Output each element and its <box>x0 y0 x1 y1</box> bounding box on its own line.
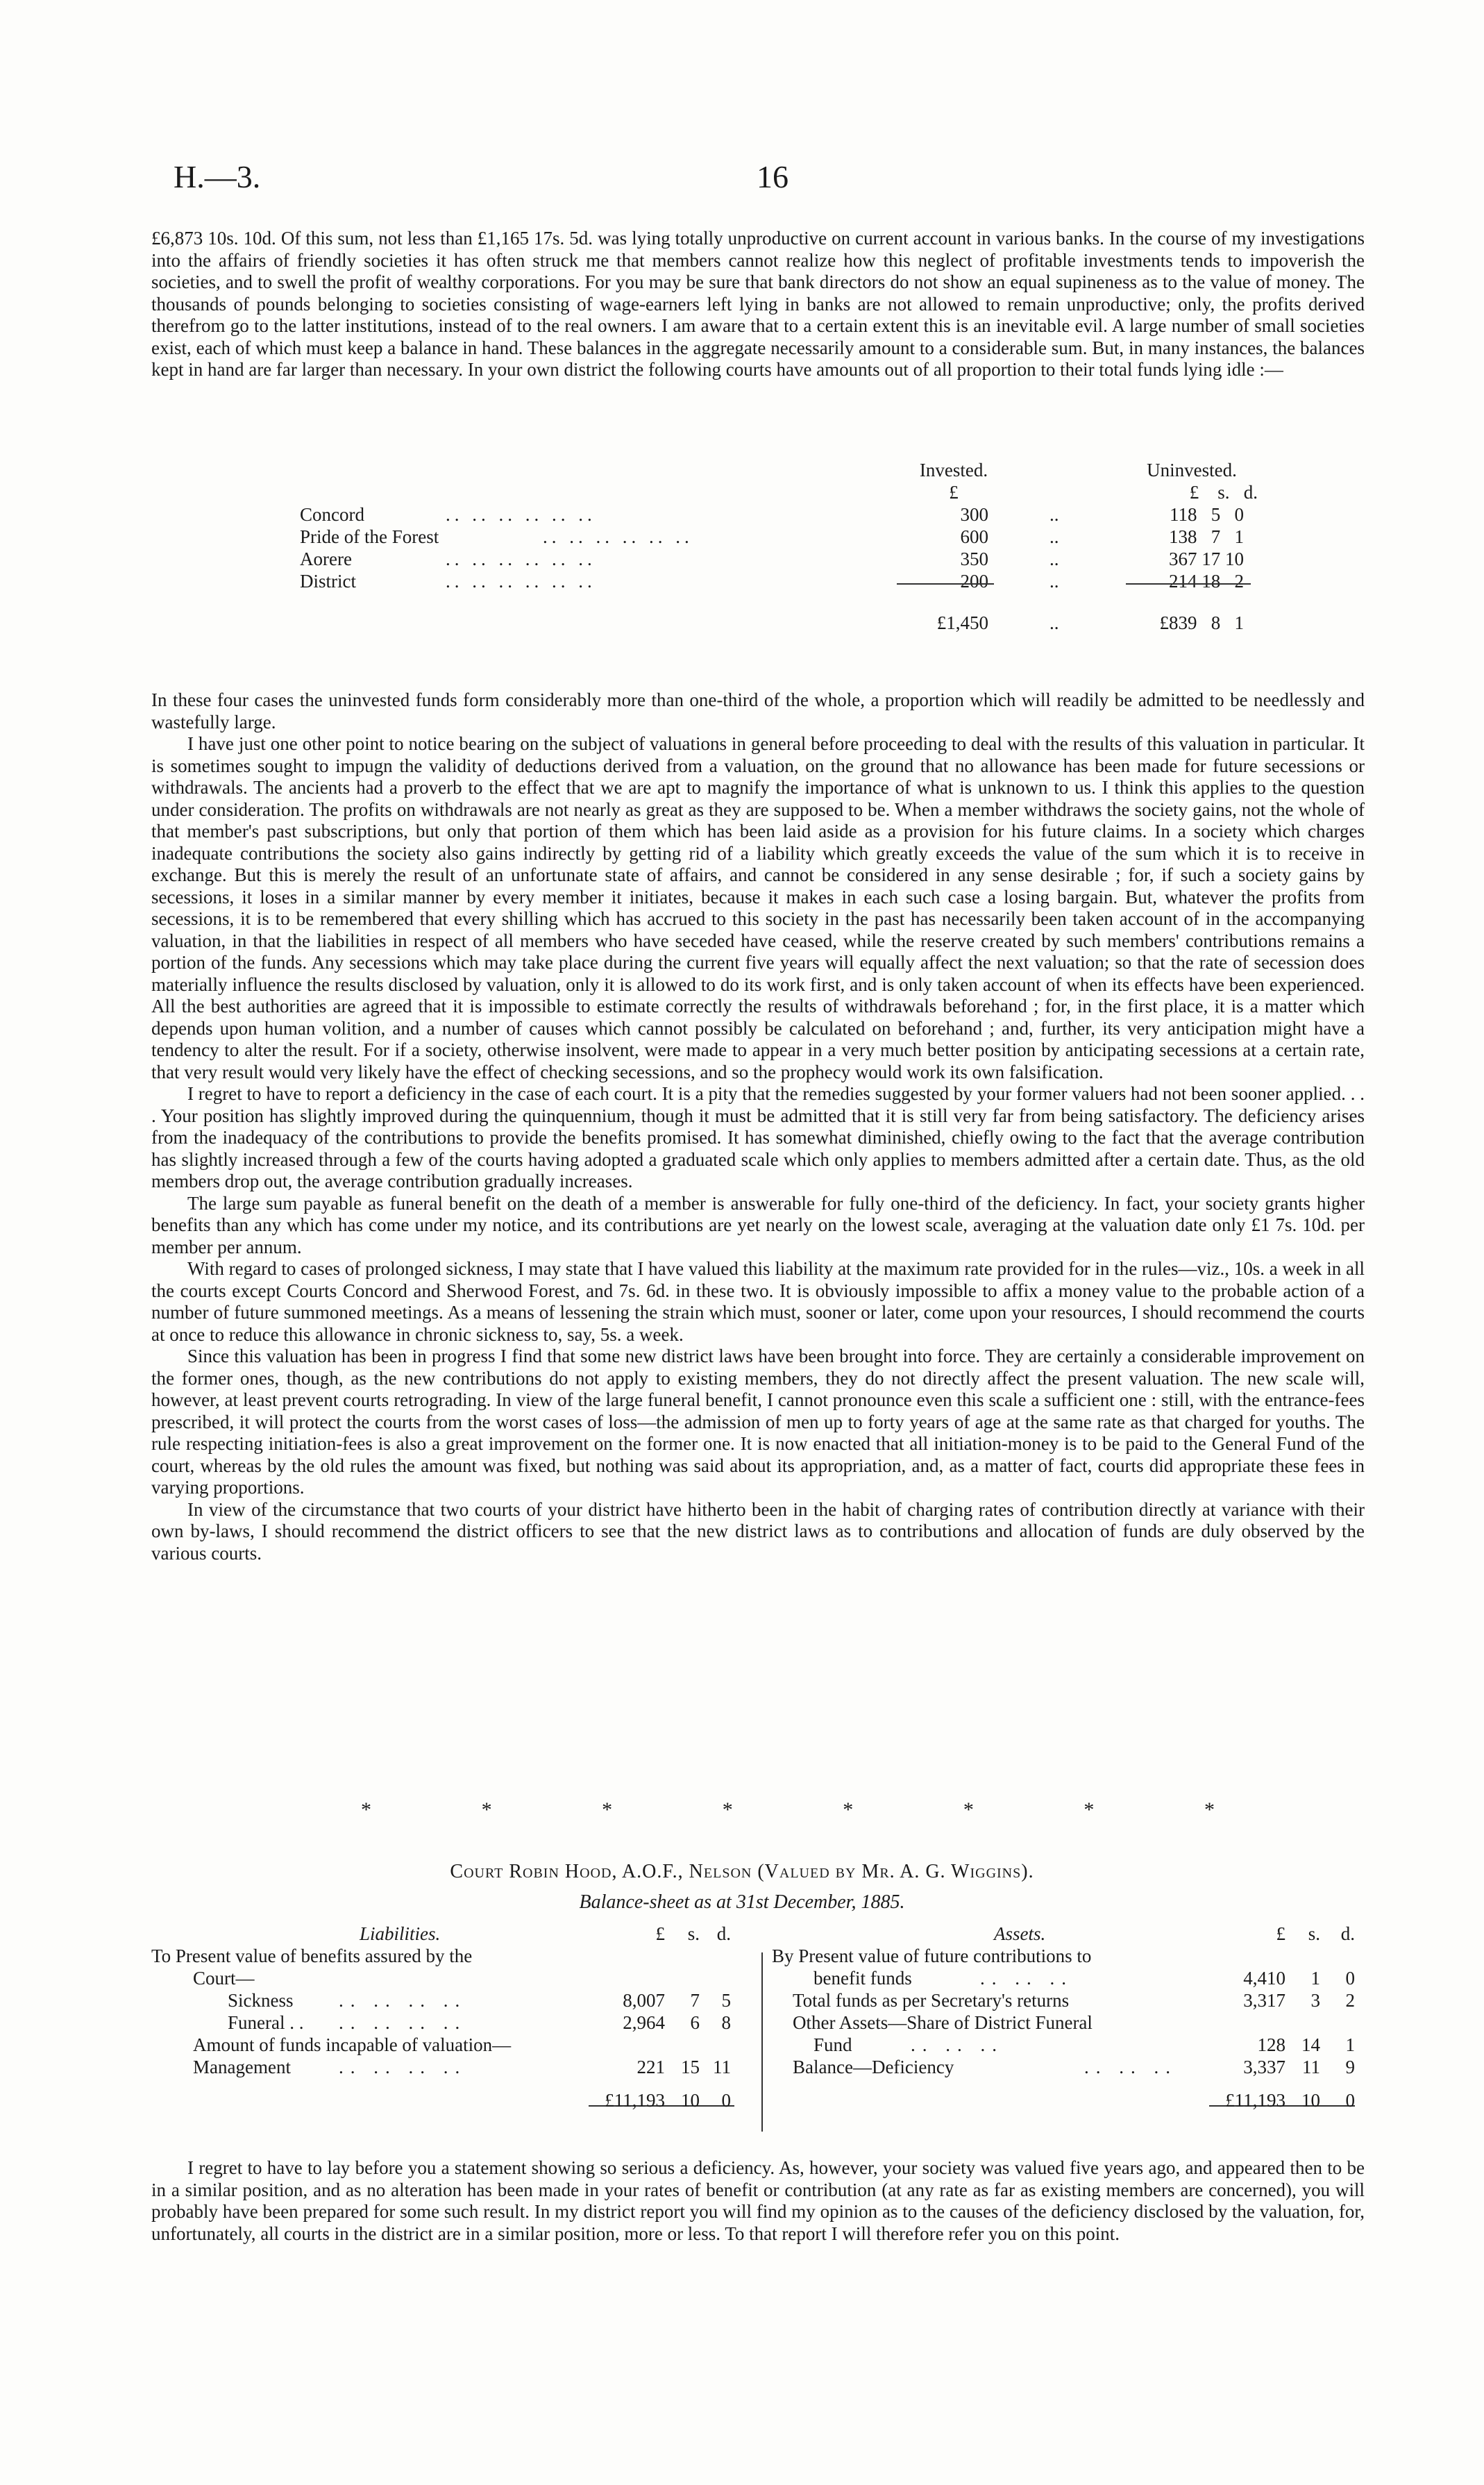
star: * <box>1084 1798 1095 1821</box>
liabilities-line <box>151 2034 755 2057</box>
investment-row <box>300 504 1272 526</box>
assets-line <box>772 1946 1376 1968</box>
investment-row <box>300 571 1272 593</box>
fund-row <box>772 2034 1376 2057</box>
liabilities-total-row <box>151 2090 755 2112</box>
total-funds-pounds: 3,317 <box>1243 1990 1285 2011</box>
unit-invested: £ <box>949 482 959 503</box>
dot-leader: .. .. .. .. .. .. <box>446 504 596 525</box>
star: * <box>963 1798 974 1821</box>
sickness-shillings: 7 <box>690 1990 700 2011</box>
page-header <box>174 158 1367 200</box>
total-invested: £1,450 <box>936 612 988 633</box>
uninvested-value: 367 17 10 <box>1169 549 1244 569</box>
benefit-pounds: 4,410 <box>1243 1968 1285 1989</box>
dot-leader: .. .. .. .. <box>339 2057 467 2077</box>
sickness-pence: 5 <box>721 1990 731 2011</box>
shilling-header: s. <box>1308 1923 1320 1944</box>
col-invested-header: Invested. <box>919 460 988 480</box>
star: * <box>602 1798 613 1821</box>
liabilities-line <box>151 1946 755 1968</box>
benefit-pence: 0 <box>1345 1968 1355 1989</box>
funeral-pence: 8 <box>721 2012 731 2033</box>
assets-total-row <box>772 2090 1376 2112</box>
balance-deficiency-label: Balance—Deficiency <box>793 2057 954 2077</box>
court-name: Pride of the Forest <box>300 526 439 547</box>
star: * <box>722 1798 733 1821</box>
dot-leader: .. <box>1049 504 1059 525</box>
closing-text-block <box>151 2157 1365 2245</box>
assets-column <box>772 1923 1376 2112</box>
paragraph: The large sum payable as funeral benefit on the death of a member is answerable for fully one-third of the deficiency. In fact, your society grants higher benefits than any which has come under my notice, and its contributions are yet nearly on the lowest scale, averaging at the valuation date only £1 7s. 10d. per member per annum. <box>151 1192 1365 1257</box>
sickness-pounds: 8,007 <box>623 1990 665 2011</box>
invested-value: 600 <box>960 526 988 547</box>
assets-total-pounds: £11,193 <box>1225 2090 1285 2111</box>
dot-leader: .. .. .. <box>911 2034 1004 2055</box>
liabilities-total-pence: 0 <box>721 2090 731 2111</box>
investment-header-row <box>300 460 1272 482</box>
intro-paragraph: £6,873 10s. 10d. Of this sum, not less than £1,165 17s. 5d. was lying totally unproductive on current account in various banks. In the course of my investigations into the affairs of friendly societies it has often struck me that members cannot realize how this neglect of profitable investments tends to impoverish the societies, and to swell the profit of wealthy corporations. For you may be sure that bank directors do not show an equal supineness as to the value of money. The thousands of pounds belonging to societies consisting of wage-earners left lying in banks are not allowed to remain unproductive; only, the profits derived therefrom go to the latter institutions, instead of to the real owners. I am aware that to a certain extent this is an inevitable evil. A large number of small societies exist, each of which must keep a balance in hand. These balances in the aggregate necessarily amount to a considerable sum. But, in many instances, the balances kept in hand are far larger than necessary. In your own district the following courts have amounts out of all proportion to their total funds lying idle :— <box>151 228 1365 380</box>
dot-leader: .. .. .. <box>1084 2057 1177 2077</box>
shilling-header: s. <box>687 1923 700 1944</box>
dot-leader: .. .. .. <box>980 1968 1073 1989</box>
other-assets-label: Other Assets—Share of District Funeral <box>793 2012 1093 2033</box>
intro-paragraph-block <box>151 228 1365 381</box>
assets-intro: By Present value of future contributions to <box>772 1946 1092 1966</box>
management-shillings: 15 <box>681 2057 700 2077</box>
benefit-funds-row <box>772 1968 1376 1990</box>
funeral-label: Funeral . . <box>228 2012 304 2033</box>
benefit-shillings: 1 <box>1310 1968 1320 1989</box>
court-name: Concord <box>300 504 364 525</box>
sickness-label: Sickness <box>228 1990 294 2011</box>
dot-leader: .. .. .. .. .. .. <box>543 526 693 547</box>
paragraph: In these four cases the uninvested funds form considerably more than one-third of the whole, a proportion which will readily be admitted to be needlessly and wastefully large. <box>151 689 1365 733</box>
closing-paragraph: I regret to have to lay before you a statement showing so serious a deficiency. As, however, your society was valued five years ago, and appeared then to be in a similar position, and as no alteration has been made in your rates of benefit or contribution (at any rate as far as existing members are concerned), you will probably have been prepared for some such result. In my district report you will find my opinion as to the causes of the deficiency disclosed by the valuation, for, unfortunately, all courts in the district are in a similar position, more or less. To that report I will therefore refer you on this point. <box>151 2157 1365 2244</box>
investment-total-row <box>300 612 1272 635</box>
fund-pounds: 128 <box>1257 2034 1285 2055</box>
liabilities-line <box>151 1968 755 1990</box>
total-rule <box>1126 583 1251 585</box>
star: * <box>1204 1798 1215 1821</box>
funeral-pounds: 2,964 <box>623 2012 665 2033</box>
liabilities-total-shillings: 10 <box>681 2090 700 2111</box>
page-number: 16 <box>757 159 789 194</box>
court-name: Aorere <box>300 549 352 569</box>
investment-row <box>300 549 1272 571</box>
assets-total-pence: 0 <box>1345 2090 1355 2111</box>
balance-pounds: 3,337 <box>1243 2057 1285 2077</box>
court-name: District <box>300 571 356 592</box>
uninvested-value: 118 5 0 <box>1170 504 1244 525</box>
uninvested-value: 138 7 1 <box>1169 526 1244 547</box>
liabilities-court: Court— <box>193 1968 255 1989</box>
star: * <box>361 1798 371 1821</box>
balance-sheet-divider <box>761 1952 763 2132</box>
liabilities-column <box>151 1923 755 2112</box>
dot-leader: .. .. .. .. <box>339 1990 467 2011</box>
balance-sheet-date: Balance-sheet as at 31st December, 1885. <box>579 1891 905 1913</box>
fund-label: Fund <box>813 2034 852 2055</box>
management-pence: 11 <box>713 2057 731 2077</box>
assets-heading: Assets. <box>994 1923 1046 1944</box>
invested-value: 300 <box>960 504 988 525</box>
pence-header: d. <box>1340 1923 1355 1944</box>
invested-value: 200 <box>960 571 988 592</box>
fund-shillings: 14 <box>1301 2034 1320 2055</box>
dot-leader: .. .. .. .. <box>339 2012 467 2033</box>
sickness-row <box>151 1990 755 2012</box>
investment-unit-row <box>300 482 1272 504</box>
management-pounds: 221 <box>636 2057 665 2077</box>
dot-leader: .. <box>1049 526 1059 547</box>
dot-leader: .. <box>1049 549 1059 569</box>
section-break-stars <box>361 1798 1215 1822</box>
main-text-block <box>151 689 1365 1564</box>
balance-deficiency-row <box>772 2057 1376 2079</box>
total-funds-pence: 2 <box>1345 1990 1355 2011</box>
paragraph: In view of the circumstance that two courts of your district have hitherto been in the habit of charging rates of contribution directly at variance with their own by-laws, I should recommend the district officers to see that the new district laws as to contributions and allocation of funds are duly observed by the various courts. <box>151 1498 1365 1564</box>
pence-header: d. <box>716 1923 731 1944</box>
document-reference: H.—3. <box>174 159 261 194</box>
unit-uninvested: £ s. d. <box>1189 482 1258 503</box>
uninvested-value: 214 18 2 <box>1169 571 1244 592</box>
total-uninvested: £839 8 1 <box>1159 612 1244 633</box>
pound-header: £ <box>1276 1923 1285 1944</box>
balance-pence: 9 <box>1345 2057 1355 2077</box>
liabilities-intro: To Present value of benefits assured by the <box>151 1946 473 1966</box>
dot-leader: .. .. .. .. .. .. <box>446 571 596 592</box>
management-label: Management <box>193 2057 291 2077</box>
fund-pence: 1 <box>1345 2034 1355 2055</box>
dot-leader: .. <box>1049 612 1059 633</box>
assets-line <box>772 2012 1376 2034</box>
funeral-row <box>151 2012 755 2034</box>
total-funds-shillings: 3 <box>1310 1990 1320 2011</box>
assets-total-shillings: 10 <box>1301 2090 1320 2111</box>
investment-table <box>300 460 1272 635</box>
total-funds-row <box>772 1990 1376 2012</box>
total-rule <box>897 583 994 585</box>
paragraph: I have just one other point to notice bearing on the subject of valuations in general before proceeding to deal with the results of this valuation in particular. It is sometimes sought to impugn the validity of deductions derived from a valuation, on the ground that no allowance has been made for future secessions or withdrawals. The ancients had a proverb to the effect that we are apt to magnify the importance of what is unknown to us. I think this applies to the question under consideration. The profits on withdrawals are not nearly as great as they are supposed to be. When a member withdraws the society gains, not the whole of that member's past subscriptions, but only that portion of them which has been laid aside as a provision for his future claims. In a society which charges inadequate contributions the society also gains indirectly by getting rid of a liability which greatly exceeds the value of the sum which it is to receive in exchange. But this is merely the result of an unfortunate state of affairs, and cannot be considered in any sense desirable ; for, if such a society gains by secessions, it loses in a similar manner by every member it initiates, because it makes in each such case a losing bargain. But, whatever the profits from secessions, it is to be remembered that every shilling which has accrued to this society in the past has necessarily been taken account of in the accompanying valuation, in that the liabilities in respect of all members who have seceded have ceased, while the reserve created by such members' contributions remains a portion of the funds. Any secessions which may take place during the current five years will equally affect the next valuation; so that the rate of secession does materially influence the results disclosed by valuation, only it is allowed to do its work first, and is only taken account of when its effects have been experienced. All the best authorities are agreed that it is impossible to estimate correctly the results of withdrawals beforehand ; for, in the first place, it is a matter which depends upon human volition, and a number of causes which cannot possibly be calculated on beforehand ; and, further, its very anticipation might have a tendency to alter the result. For if a society, otherwise insolvent, were made to appear in a very much better position by anticipating secessions at a certain rate, that very result would very likely have the effect of checking secessions, and so the prophecy would work its own falsification. <box>151 733 1365 1082</box>
dot-leader: .. .. .. .. .. .. <box>446 549 596 569</box>
liabilities-total-pounds: £11,193 <box>605 2090 665 2111</box>
paragraph: With regard to cases of prolonged sickness, I may state that I have valued this liability at the maximum rate provided for in the rules—viz., 10s. a week in all the courts except Courts Concord and Sherwood Forest, and 7s. 6d. in these two. It is obviously impossible to affix a money value to the probable action of a number of future summoned meetings. As a means of lessening the strain which must, sooner or later, come upon your resources, I should recommend the courts at once to reduce this allowance in chronic sickness to, say, 5s. a week. <box>151 1258 1365 1345</box>
balance-shillings: 11 <box>1302 2057 1320 2077</box>
star: * <box>843 1798 854 1821</box>
funds-incapable-label: Amount of funds incapable of valuation— <box>193 2034 512 2055</box>
liabilities-heading-row <box>151 1923 755 1946</box>
funeral-shillings: 6 <box>690 2012 700 2033</box>
dot-leader: .. <box>1049 571 1059 592</box>
invested-value: 350 <box>960 549 988 569</box>
star: * <box>481 1798 492 1821</box>
management-row <box>151 2057 755 2079</box>
paragraph: Since this valuation has been in progress I find that some new district laws have been brought into force. They are certainly a considerable improvement on the former ones, though, as the new contributions do not apply to existing members, they do not directly affect the present valuation. The new scale will, however, at least prevent courts retrograding. In view of the large funeral benefit, I cannot pronounce even this scale a sufficient one : still, with the entrance-fees prescribed, it will protect the courts from the worst cases of loss—the admission of men up to forty years of age at the same rate as that charged for youths. The rule respecting initiation-fees is also a great improvement on the former one. It is now enacted that all initiation-money is to be paid to the General Fund of the court, whereas by the old rules the amount was fixed, but nothing was said about its appropriation, and, as a matter of fact, courts did appropriate these fees in varying proportions. <box>151 1346 1365 1498</box>
court-heading: Court Robin Hood, A.O.F., Nelson (Valued by Mr. A. G. Wiggins). <box>450 1861 1034 1882</box>
benefit-funds-label: benefit funds <box>813 1968 912 1989</box>
paragraph: I regret to have to report a deficiency in the case of each court. It is a pity that the remedies suggested by your former valuers had not been sooner applied. . . . Your position has slightly improved during the quinquennium, though it must be admitted that it is still very far from being satisfactory. The deficiency arises from the inadequacy of the contributions to provide the benefits promised. It has somewhat diminished, chiefly owing to the fact that the average contribution has slightly increased through a few of the courts having adopted a graduated scale which only applies to members admitted after a certain date. Thus, as the old members drop out, the average contribution gradually increases. <box>151 1083 1365 1191</box>
investment-row <box>300 526 1272 549</box>
liabilities-heading: Liabilities. <box>360 1923 441 1944</box>
pound-header: £ <box>655 1923 665 1944</box>
total-funds-label: Total funds as per Secretary's returns <box>793 1990 1070 2011</box>
col-uninvested-header: Uninvested. <box>1147 460 1237 480</box>
assets-heading-row <box>772 1923 1376 1946</box>
